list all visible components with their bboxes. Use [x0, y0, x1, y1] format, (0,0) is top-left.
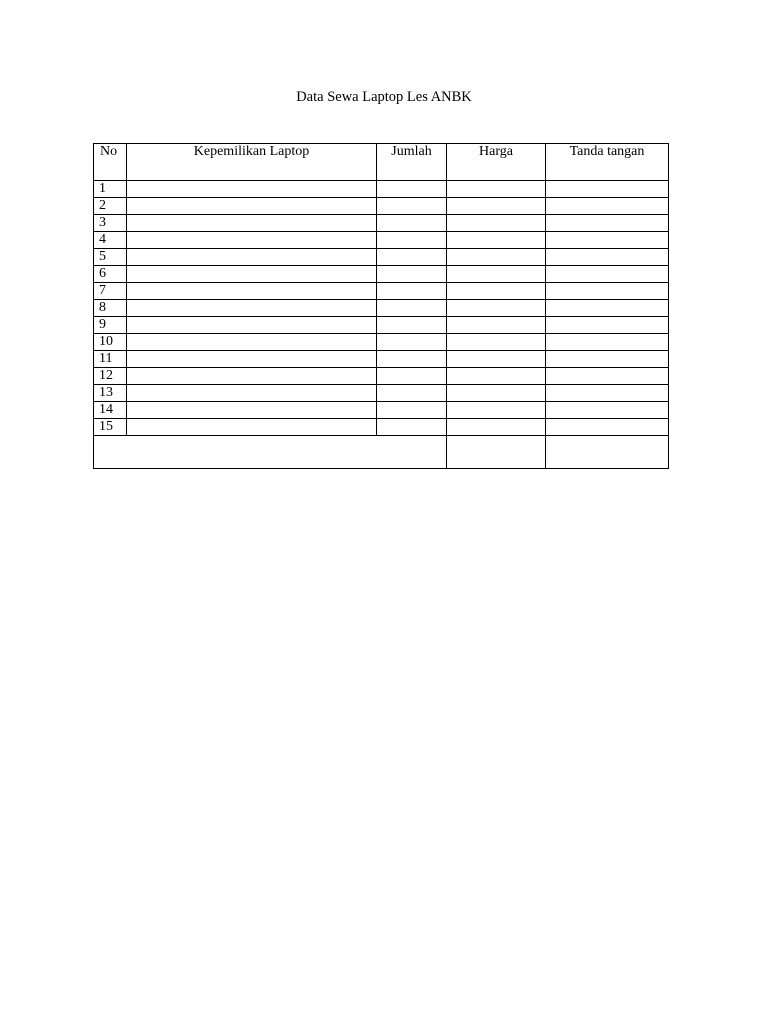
cell-ownership: [127, 385, 377, 402]
table-row: [94, 300, 669, 317]
cell-price: [447, 368, 546, 385]
cell-signature: [546, 181, 669, 198]
header-ownership: Kepemilikan Laptop: [127, 144, 377, 181]
cell-ownership: [127, 317, 377, 334]
cell-price: [447, 283, 546, 300]
table-row: [94, 198, 669, 215]
header-price: Harga: [447, 144, 546, 181]
cell-quantity: [377, 402, 447, 419]
document-title: Data Sewa Laptop Les ANBK: [296, 89, 472, 105]
cell-price: [447, 181, 546, 198]
cell-no: 2: [94, 198, 127, 215]
cell-no: 14: [94, 402, 127, 419]
cell-price: [447, 419, 546, 436]
cell-signature: [546, 215, 669, 232]
cell-ownership: [127, 249, 377, 266]
header-quantity: Jumlah: [377, 144, 447, 181]
cell-price: [447, 232, 546, 249]
cell-no: 7: [94, 283, 127, 300]
cell-quantity: [377, 334, 447, 351]
cell-price: [447, 300, 546, 317]
cell-no: 8: [94, 300, 127, 317]
table-row: [94, 215, 669, 232]
table-footer-row: [94, 436, 669, 469]
cell-price: [447, 266, 546, 283]
cell-quantity: [377, 232, 447, 249]
cell-ownership: [127, 181, 377, 198]
cell-signature: [546, 334, 669, 351]
cell-ownership: [127, 419, 377, 436]
cell-price: [447, 402, 546, 419]
cell-no: 1: [94, 181, 127, 198]
header-signature: Tanda tangan: [546, 144, 669, 181]
cell-signature: [546, 351, 669, 368]
cell-ownership: [127, 300, 377, 317]
cell-signature: [546, 300, 669, 317]
table-row: [94, 368, 669, 385]
cell-no: 9: [94, 317, 127, 334]
cell-quantity: [377, 181, 447, 198]
cell-quantity: [377, 317, 447, 334]
cell-no: 12: [94, 368, 127, 385]
cell-signature: [546, 385, 669, 402]
table-row: [94, 283, 669, 300]
table-header-row: [94, 144, 669, 181]
cell-no: 15: [94, 419, 127, 436]
cell-no: 3: [94, 215, 127, 232]
cell-price: [447, 198, 546, 215]
cell-ownership: [127, 402, 377, 419]
cell-ownership: [127, 283, 377, 300]
footer-signature-cell: [546, 436, 669, 469]
laptop-rental-table: [93, 143, 669, 469]
cell-ownership: [127, 232, 377, 249]
cell-price: [447, 249, 546, 266]
table-row: [94, 385, 669, 402]
cell-quantity: [377, 198, 447, 215]
table-row: [94, 317, 669, 334]
cell-price: [447, 334, 546, 351]
table-row: [94, 351, 669, 368]
cell-signature: [546, 249, 669, 266]
cell-signature: [546, 283, 669, 300]
cell-no: 13: [94, 385, 127, 402]
cell-quantity: [377, 419, 447, 436]
cell-ownership: [127, 266, 377, 283]
footer-merged-cell: [94, 436, 447, 469]
cell-signature: [546, 266, 669, 283]
table-row: [94, 334, 669, 351]
cell-price: [447, 317, 546, 334]
table-row: [94, 249, 669, 266]
cell-quantity: [377, 249, 447, 266]
cell-price: [447, 215, 546, 232]
cell-ownership: [127, 198, 377, 215]
cell-signature: [546, 317, 669, 334]
cell-ownership: [127, 351, 377, 368]
cell-quantity: [377, 266, 447, 283]
cell-signature: [546, 368, 669, 385]
cell-quantity: [377, 300, 447, 317]
cell-signature: [546, 419, 669, 436]
table-row: [94, 181, 669, 198]
cell-price: [447, 351, 546, 368]
table-row: [94, 232, 669, 249]
cell-no: 4: [94, 232, 127, 249]
cell-quantity: [377, 368, 447, 385]
cell-signature: [546, 402, 669, 419]
table-row: [94, 419, 669, 436]
table-row: [94, 266, 669, 283]
cell-price: [447, 385, 546, 402]
cell-signature: [546, 232, 669, 249]
cell-no: 5: [94, 249, 127, 266]
cell-quantity: [377, 283, 447, 300]
cell-no: 10: [94, 334, 127, 351]
cell-quantity: [377, 215, 447, 232]
table-row: [94, 402, 669, 419]
header-no: No: [94, 144, 127, 181]
cell-signature: [546, 198, 669, 215]
cell-ownership: [127, 368, 377, 385]
cell-ownership: [127, 334, 377, 351]
cell-ownership: [127, 215, 377, 232]
cell-no: 6: [94, 266, 127, 283]
footer-price-cell: [447, 436, 546, 469]
cell-no: 11: [94, 351, 127, 368]
cell-quantity: [377, 351, 447, 368]
cell-quantity: [377, 385, 447, 402]
